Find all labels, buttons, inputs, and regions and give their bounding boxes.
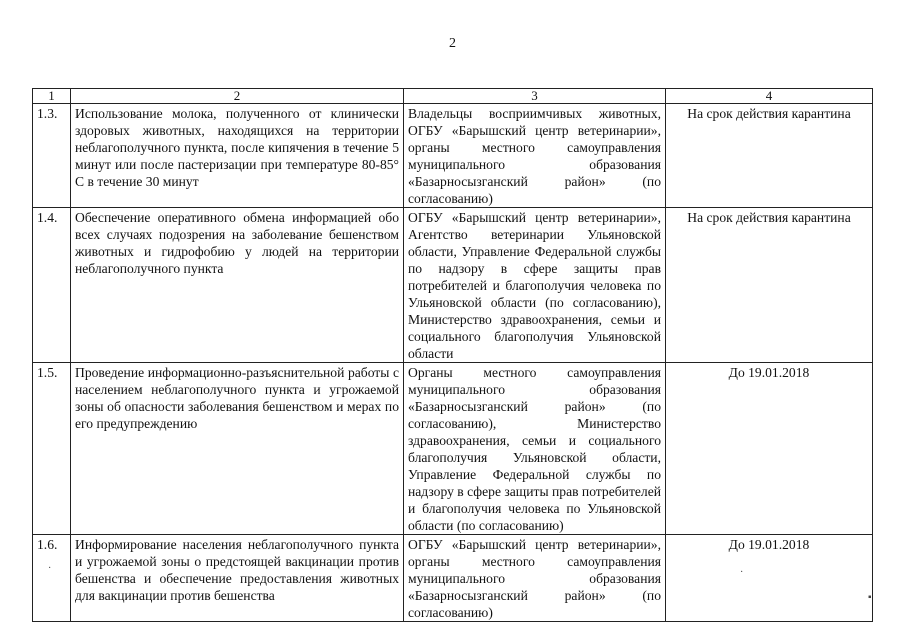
table-row xyxy=(33,535,873,622)
deadline-cell: До 19.01.2018 xyxy=(666,363,873,535)
table-row xyxy=(33,208,873,363)
header-col-3: 3 xyxy=(404,89,666,104)
executors-cell: Владельцы восприимчивых животных, ОГБУ «Барышский центр ветеринарии», органы местного самоуправления муниципального образования «Базарносызганский район» (по согласованию) xyxy=(404,104,666,208)
row-number: 1.4. xyxy=(33,208,71,363)
row-number: 1.3. xyxy=(33,104,71,208)
scan-speck: · xyxy=(740,567,744,578)
scan-speck: · xyxy=(48,563,52,574)
row-number: 1.6. xyxy=(33,535,71,622)
scan-speck: ▪ xyxy=(868,592,872,603)
deadline-cell: До 19.01.2018 xyxy=(666,535,873,622)
measure-cell: Проведение информационно-разъяснительной работы с населением неблагополучного пункта и угрожаемой зоны об опасности заболевания бешенством и мерах по его предупреждению xyxy=(71,363,404,535)
deadline-cell: На срок действия карантина xyxy=(666,208,873,363)
executors-cell: ОГБУ «Барышский центр ветеринарии», Агентство ветеринарии Ульяновской области, Управление Федеральной службы по надзору в сфере защиты прав потребителей и благополучия человека по Ульяновской области (по согласованию), Министерство здравоохранения, семьи и социального благополучия Ульяновской области xyxy=(404,208,666,363)
page-number: 2 xyxy=(449,36,456,51)
header-col-2: 2 xyxy=(71,89,404,104)
measure-cell: Использование молока, полученного от клинически здоровых животных, находящихся на территории неблагополучного пункта, после кипячения в течение 5 минут или после пастеризации при температуре 80-85° С в течение 30 минут xyxy=(71,104,404,208)
header-col-1: 1 xyxy=(33,89,71,104)
deadline-cell: На срок действия карантина xyxy=(666,104,873,208)
executors-cell: Органы местного самоуправления муниципального образования «Базарносызганский район» (по согласованию), Министерство здравоохранения, семьи и социального благополучия Ульяновской области, Управление Федеральной службы по надзору в сфере защиты прав потребителей и благополучия человека по Ульяновской области (по согласованию) xyxy=(404,363,666,535)
executors-cell: ОГБУ «Барышский центр ветеринарии», органы местного самоуправления муниципального образования «Базарносызганский район» (по согласованию) xyxy=(404,535,666,622)
measures-table xyxy=(32,88,873,622)
row-number: 1.5. xyxy=(33,363,71,535)
measure-cell: Информирование населения неблагополучного пункта и угрожаемой зоны о предстоящей вакцинации против бешенства и обеспечение предоставления животных для вакцинации против бешенства xyxy=(71,535,404,622)
table-header-row xyxy=(33,89,873,104)
header-col-4: 4 xyxy=(666,89,873,104)
measure-cell: Обеспечение оперативного обмена информацией обо всех случаях подозрения на заболевание бешенством животных и гидрофобию у людей на территории неблагополучного пункта xyxy=(71,208,404,363)
table-row xyxy=(33,363,873,535)
table-row xyxy=(33,104,873,208)
